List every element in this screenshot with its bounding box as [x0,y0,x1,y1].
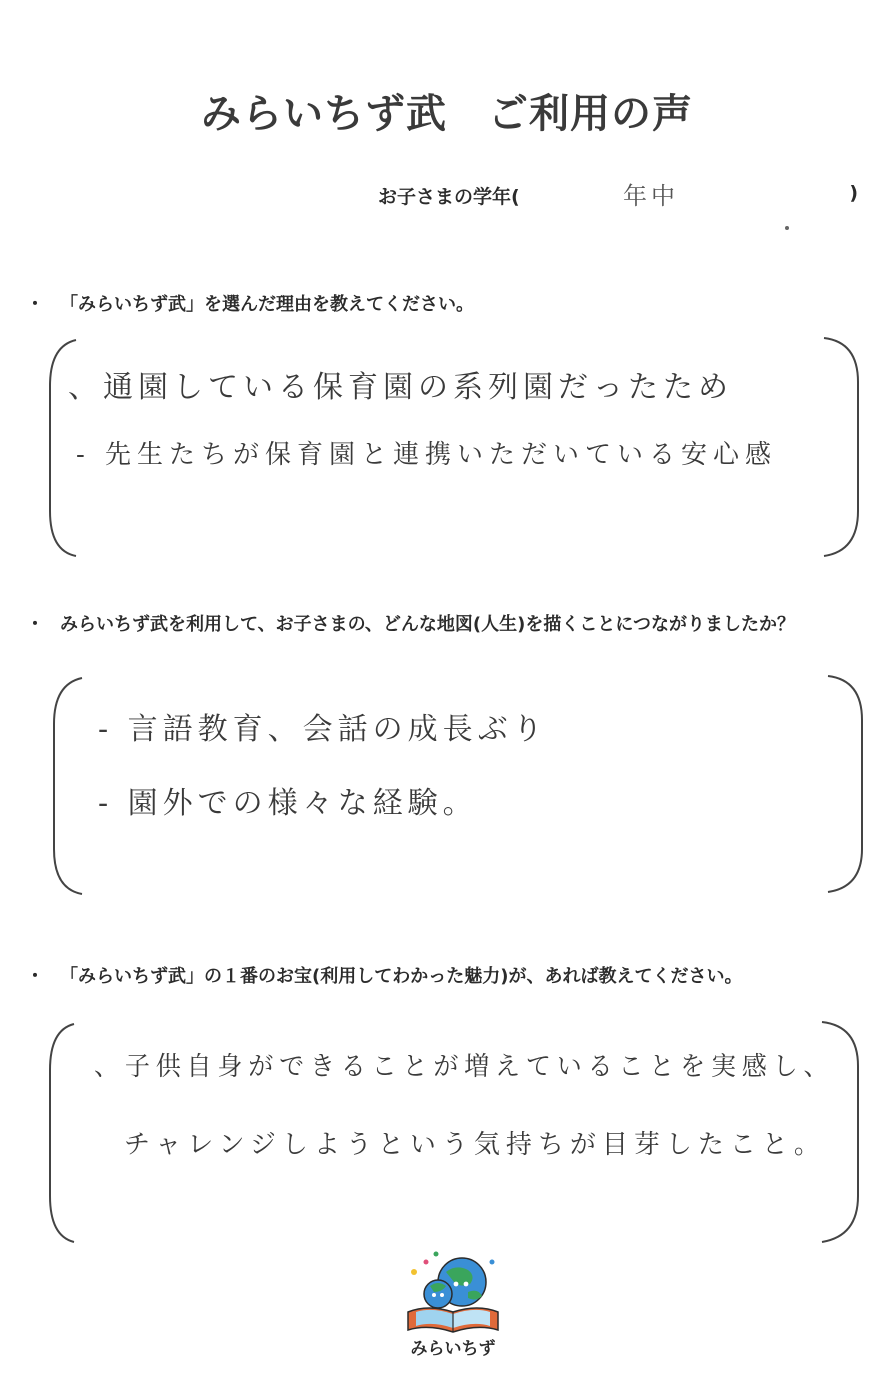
question-text: 「みらいちず武」の１番のお宝(利用してわかった魅力)が、あれば教えてください。 [60,966,743,987]
answer-line: ‐ 先生たちが保育園と連携いただいている安心感 [76,440,778,470]
grade-label: お子さまの学年( [378,186,520,208]
page-title: みらいちず武 ご利用の声 [201,91,693,137]
answer-line: 、通園している保育園の系列園だったため [68,370,733,405]
globe-mascot-icon [398,1246,508,1336]
stray-dot [785,226,789,230]
bullet: ・ [26,966,44,987]
answer-line: 、子供自身ができることが増えていることを実感し、 [94,1052,835,1082]
grade-close-paren: ) [849,182,858,204]
answer-line: ‐ 言語教育、会話の成長ぶり [98,712,548,747]
grade-value: 年中 [623,182,679,210]
question-text: みらいちず武を利用して、お子さまの、どんな地図(人生)を描くことにつながりましたか？ [60,614,796,635]
answer-line: チャレンジしようという気持ちが目芽したこと。 [124,1130,826,1160]
question-text: 「みらいちず武」を選んだ理由を教えてください。 [60,294,474,315]
bullet: ・ [26,614,44,635]
question-1 [26,288,871,321]
answer-line: ‐ 園外での様々な経験。 [98,786,478,821]
logo-text: みらいちず [410,1339,496,1359]
bullet: ・ [26,294,44,315]
question-3 [26,960,871,993]
grade-field [378,182,858,212]
mirai-chizu-logo [398,1246,508,1364]
question-2 [26,608,871,641]
